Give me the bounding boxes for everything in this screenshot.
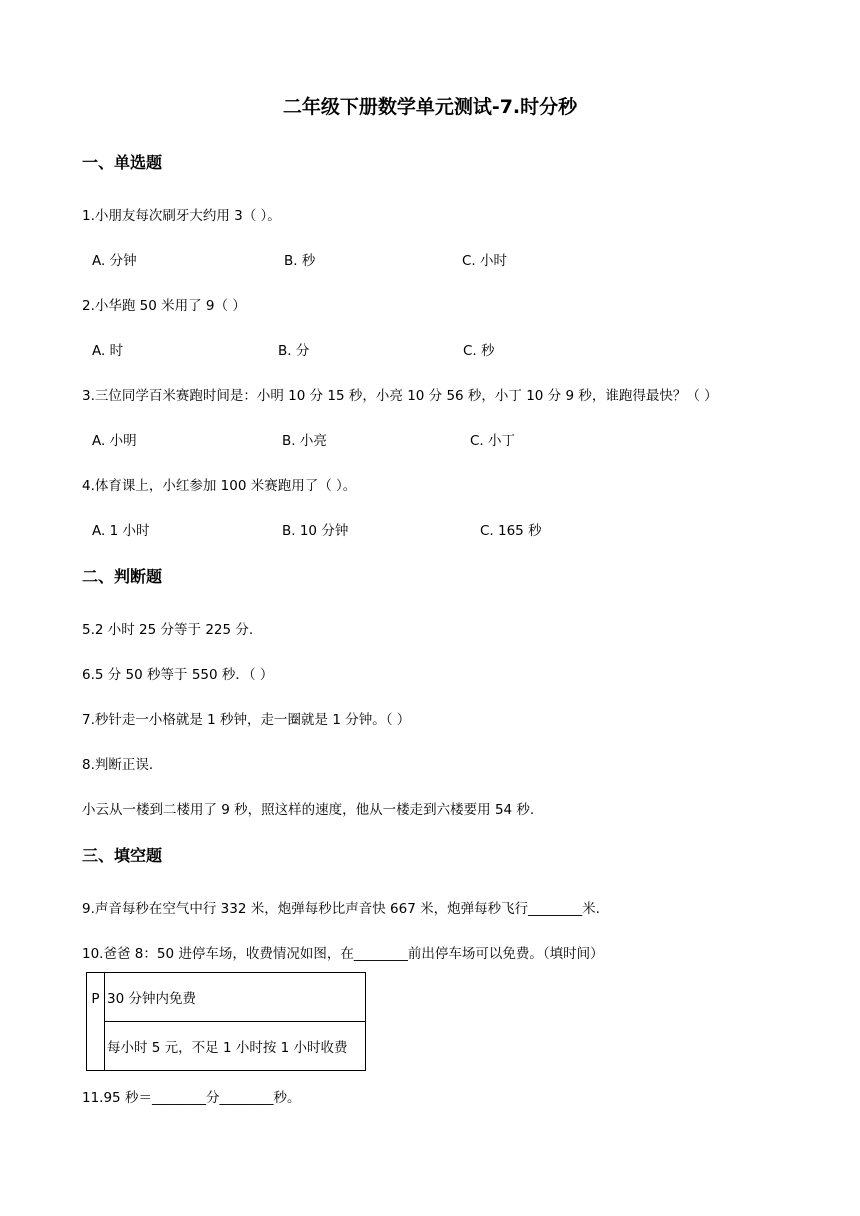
fee-rule-hourly: 每小时 5 元，不足 1 小时按 1 小时收费 bbox=[105, 1022, 366, 1071]
question-3-option-c: C. 小丁 bbox=[470, 433, 516, 449]
question-5: 5.2 小时 25 分等于 225 分. bbox=[82, 622, 254, 638]
question-2-option-b: B. 分 bbox=[278, 343, 310, 359]
section-heading-fill-blank: 三、填空题 bbox=[82, 846, 163, 865]
question-4-option-a: A. 1 小时 bbox=[92, 523, 150, 539]
question-9: 9.声音每秒在空气中行 332 米，炮弹每秒比声音快 667 米，炮弹每秒飞行________米. bbox=[82, 901, 600, 917]
question-7: 7.秒针走一小格就是 1 秒钟，走一圈就是 1 分钟。（ ） bbox=[82, 712, 411, 728]
question-1-option-b: B. 秒 bbox=[284, 253, 316, 269]
question-10: 10.爸爸 8：50 进停车场，收费情况如图，在________前出停车场可以免费。（填时间） bbox=[82, 946, 604, 962]
question-2: 2.小华跑 50 米用了 9（ ） bbox=[82, 298, 246, 314]
page-title: 二年级下册数学单元测试-7.时分秒 bbox=[282, 96, 578, 118]
parking-sign: P bbox=[87, 973, 105, 1071]
question-1-option-c: C. 小时 bbox=[462, 253, 508, 269]
question-11: 11.95 秒＝________分________秒。 bbox=[82, 1090, 301, 1106]
question-4-option-c: C. 165 秒 bbox=[480, 523, 542, 539]
question-4-option-b: B. 10 分钟 bbox=[282, 523, 349, 539]
question-4: 4.体育课上，小红参加 100 米赛跑用了（ ）。 bbox=[82, 478, 357, 494]
question-8-statement: 小云从一楼到二楼用了 9 秒，照这样的速度，他从一楼走到六楼要用 54 秒. bbox=[82, 802, 535, 818]
fee-rule-free: 30 分钟内免费 bbox=[105, 973, 366, 1022]
question-1: 1.小朋友每次刷牙大约用 3（ ）。 bbox=[82, 208, 281, 224]
question-3-option-b: B. 小亮 bbox=[282, 433, 327, 449]
question-6: 6.5 分 50 秒等于 550 秒．（ ） bbox=[82, 667, 274, 683]
question-3-option-a: A. 小明 bbox=[92, 433, 137, 449]
parking-fee-table bbox=[86, 972, 366, 1071]
question-1-option-a: A. 分钟 bbox=[92, 253, 137, 269]
section-heading-true-false: 二、判断题 bbox=[82, 567, 163, 586]
question-3: 3.三位同学百米赛跑时间是：小明 10 分 15 秒，小亮 10 分 56 秒，小丁 10 分 9 秒，谁跑得最快？（ ） bbox=[82, 388, 718, 404]
section-heading-single-choice: 一、单选题 bbox=[82, 153, 163, 172]
question-8: 8.判断正误. bbox=[82, 757, 154, 773]
question-2-option-a: A. 时 bbox=[92, 343, 124, 359]
question-2-option-c: C. 秒 bbox=[463, 343, 495, 359]
